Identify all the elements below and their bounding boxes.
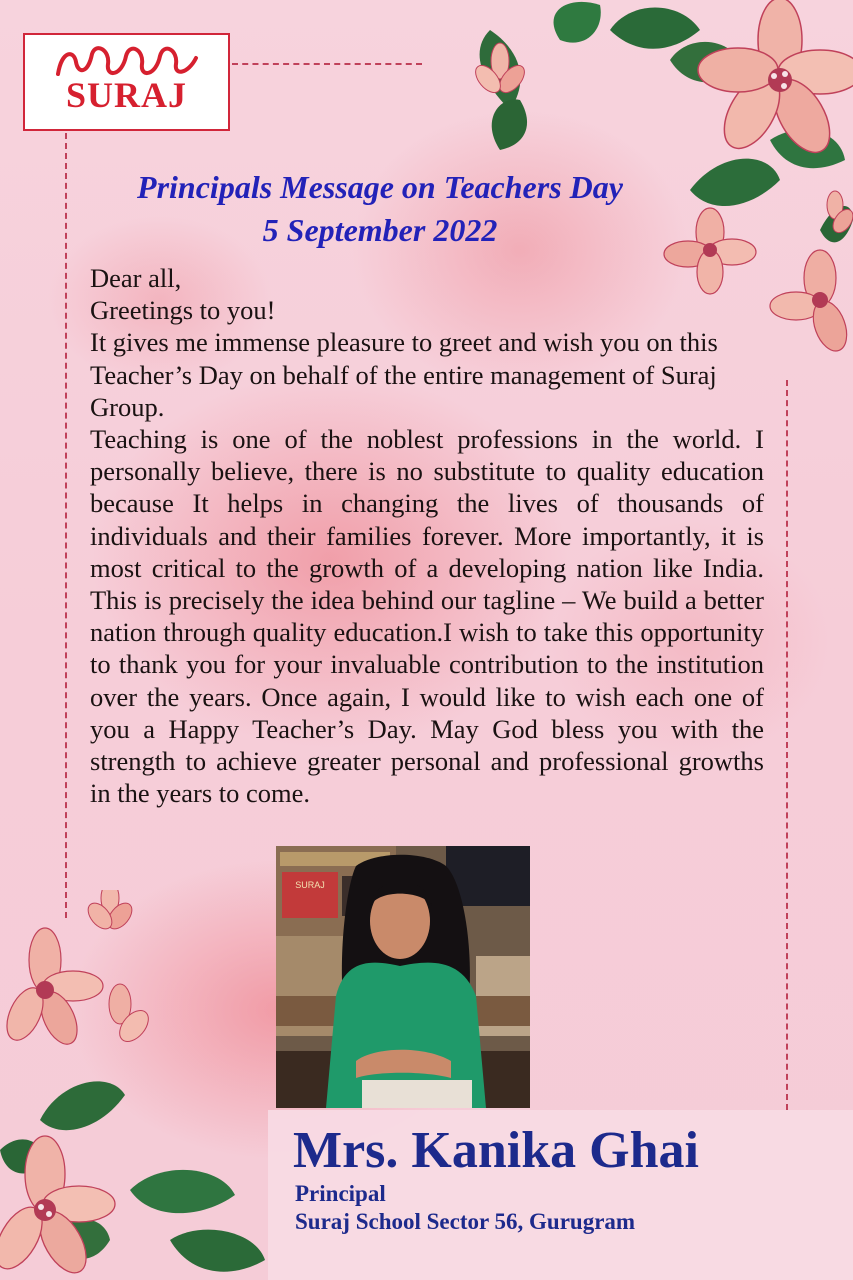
flower-icon [0, 890, 154, 1280]
principal-name: Mrs. Kanika Ghai [293, 1122, 699, 1179]
school-name: Suraj School Sector 56, Gurugram [295, 1209, 636, 1234]
greeting-line: Dear all, [90, 263, 182, 293]
title-date: 5 September 2022 [262, 212, 498, 248]
suraj-logo [23, 33, 230, 131]
background-sign-text: SURAJ [295, 880, 325, 890]
frame-top-dash [232, 63, 422, 65]
principal-photo [276, 846, 530, 1108]
principal-role: Principal [295, 1181, 386, 1206]
portrait-image [276, 846, 530, 1108]
message-title [60, 166, 700, 252]
message-paragraph-2: Teaching is one of the noblest professions in the world. I personally believe, there is no substitute to quality education because It helps in changing the lives of thousands of individuals and their families forever. More importantly, it is most critical to the growth of a developing nation like India. This is precisely the idea behind our tagline – We build a better nation through quality education.I wish to take this opportunity to thank you for your invaluable contribution to the institution over the years. Once again, I would like to wish each one of you a Happy Teacher’s Day. May God bless you with the strength to achieve greater personal and professional growths in the years to come. [90, 424, 764, 809]
greeting-line-2: Greetings to you! [90, 295, 276, 326]
title-heading: Principals Message on Teachers Day [137, 169, 623, 205]
message-paragraph-1: It gives me immense pleasure to greet and wish you on this Teacher’s Day on behalf of the entire management of Suraj Group. [90, 327, 718, 422]
logo-brand-text: SURAJ [65, 75, 187, 115]
frame-right-dash [786, 380, 788, 1110]
message-body [90, 262, 764, 809]
floral-bottom-left-decoration [0, 890, 270, 1280]
